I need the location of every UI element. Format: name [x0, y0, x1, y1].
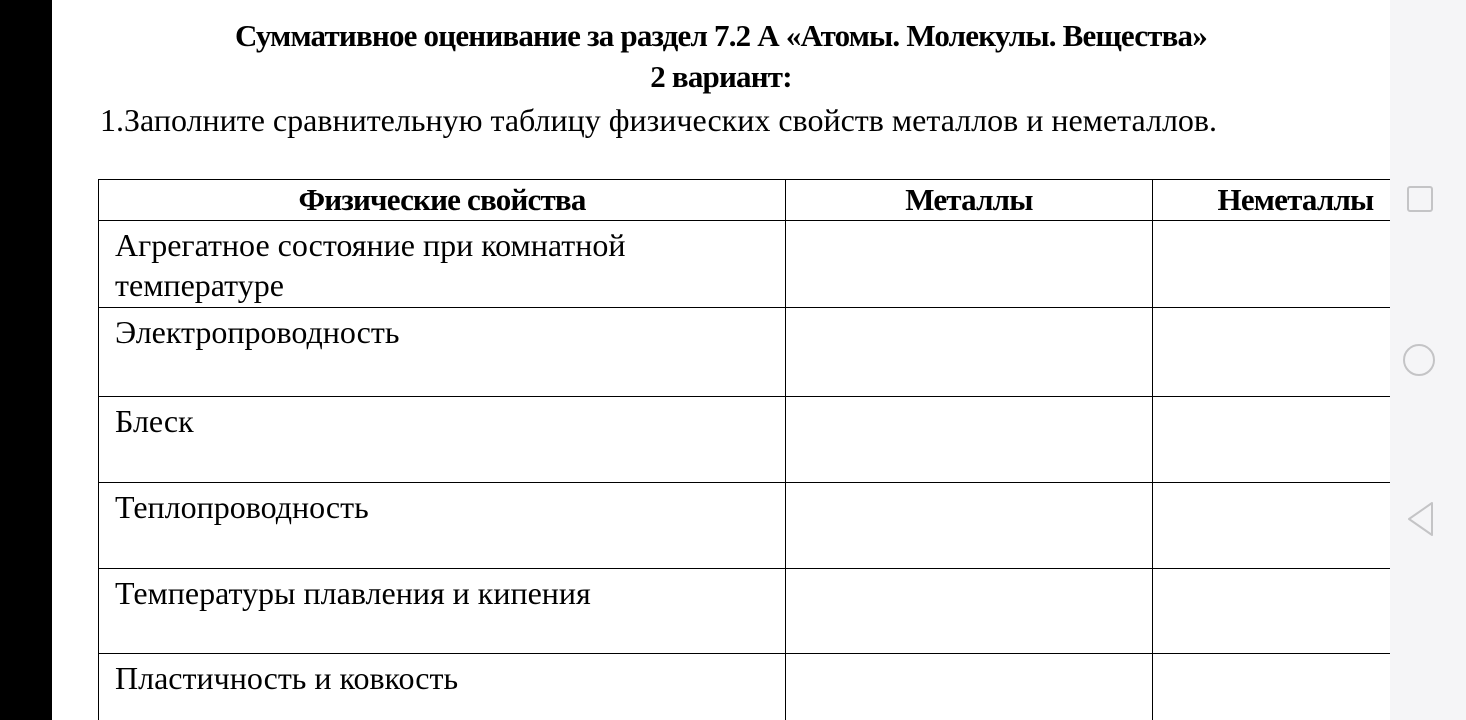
- property-cell: Температуры плавления и кипения: [99, 569, 786, 654]
- document-title: Суммативное оценивание за раздел 7.2 А «Атомы. Молекулы. Вещества»: [235, 18, 1207, 53]
- table-header-row: [99, 180, 1391, 221]
- nonmetals-cell: [1153, 308, 1391, 397]
- table-row: [99, 397, 1391, 483]
- header-nonmetals: Неметаллы: [1153, 180, 1391, 221]
- metals-cell: [786, 397, 1153, 483]
- property-cell: Блеск: [99, 397, 786, 483]
- table-row: [99, 483, 1391, 569]
- header-physical-properties: Физические свойства: [99, 180, 786, 221]
- nonmetals-cell: [1153, 483, 1391, 569]
- nonmetals-cell: [1153, 221, 1391, 308]
- variant-heading: 2 вариант:: [650, 59, 792, 94]
- table-row: [99, 654, 1391, 720]
- recent-apps-icon[interactable]: [1407, 186, 1433, 212]
- nonmetals-cell: [1153, 569, 1391, 654]
- property-cell: Теплопроводность: [99, 483, 786, 569]
- metals-cell: [786, 569, 1153, 654]
- metals-cell: [786, 221, 1153, 308]
- property-cell: Электропроводность: [99, 308, 786, 397]
- back-icon[interactable]: [1404, 500, 1438, 538]
- header-metals: Металлы: [786, 180, 1153, 221]
- properties-table: [98, 179, 1390, 720]
- document-page: [52, 0, 1390, 720]
- navigation-bar: [1390, 0, 1466, 720]
- metals-cell: [786, 483, 1153, 569]
- property-cell: Пластичность и ковкость: [99, 654, 786, 720]
- metals-cell: [786, 308, 1153, 397]
- home-icon[interactable]: [1403, 344, 1435, 376]
- property-cell: Агрегатное состояние при комнатной температуре: [99, 221, 786, 308]
- metals-cell: [786, 654, 1153, 720]
- table-row: [99, 308, 1391, 397]
- table-row: [99, 221, 1391, 308]
- task-instruction: 1.Заполните сравнительную таблицу физических свойств металлов и неметаллов.: [100, 102, 1218, 138]
- nonmetals-cell: [1153, 654, 1391, 720]
- nonmetals-cell: [1153, 397, 1391, 483]
- table-row: [99, 569, 1391, 654]
